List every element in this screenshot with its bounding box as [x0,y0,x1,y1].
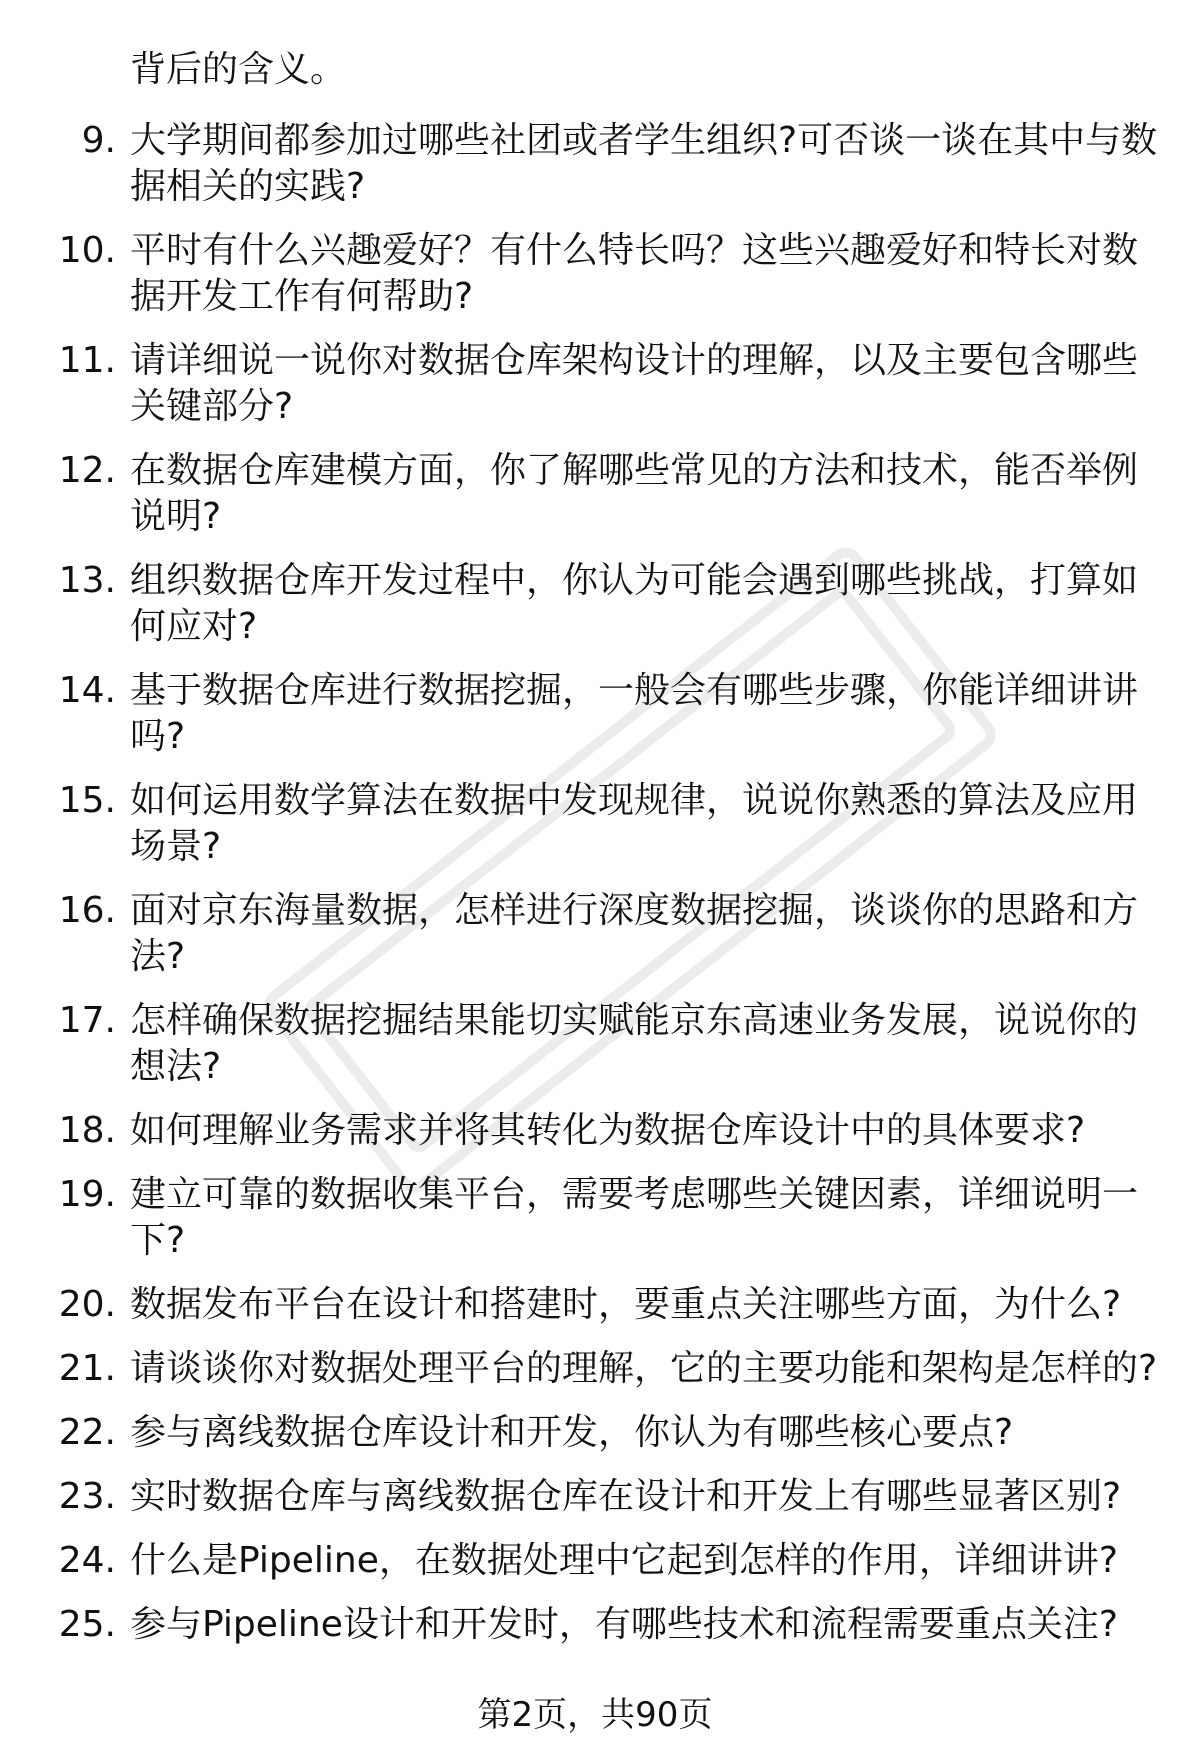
item-number: 20. [58,1284,116,1325]
list-item [0,228,1160,320]
item-text: 在数据仓库建模方面，你了解哪些常见的方法和技术，能否举例说明? [130,450,1139,537]
item-text: 面对京东海量数据，怎样进行深度数据挖掘，谈谈你的思路和方法? [130,890,1139,977]
item-number: 23. [58,1476,116,1517]
item-text: 组织数据仓库开发过程中，你认为可能会遇到哪些挑战，打算如何应对? [130,560,1139,647]
item-text: 请谈谈你对数据处理平台的理解，它的主要功能和架构是怎样的? [130,1348,1158,1389]
item-text: 实时数据仓库与离线数据仓库在设计和开发上有哪些显著区别? [130,1476,1122,1517]
item-text: 如何运用数学算法在数据中发现规律，说说你熟悉的算法及应用场景? [130,780,1139,867]
list-item [0,778,1160,870]
page-footer: 第2页，共90页 [477,1695,713,1735]
question-list [0,118,1190,1666]
list-item [0,558,1160,650]
item-number: 10. [58,230,116,271]
item-number: 21. [58,1348,116,1389]
list-item [0,1346,1160,1392]
item-number: 11. [58,340,116,381]
item-number: 13. [58,560,116,601]
item-number: 24. [58,1540,116,1581]
item-text: 平时有什么兴趣爱好？有什么特长吗？这些兴趣爱好和特长对数据开发工作有何帮助? [130,230,1139,317]
item-number: 16. [58,890,116,931]
continuation-text: 背后的含义。 [130,49,347,90]
list-item [0,1172,1160,1264]
list-item [0,1108,1160,1154]
list-item [0,1474,1160,1520]
list-item [0,1410,1160,1456]
list-item [0,1282,1160,1328]
list-item [0,668,1160,760]
list-item [0,1538,1160,1584]
item-text: 基于数据仓库进行数据挖掘，一般会有哪些步骤，你能详细讲讲吗? [130,670,1139,757]
item-number: 14. [58,670,116,711]
item-text: 什么是Pipeline，在数据处理中它起到怎样的作用，详细讲讲? [130,1540,1118,1581]
item-text: 如何理解业务需求并将其转化为数据仓库设计中的具体要求? [130,1110,1086,1151]
item-number: 25. [58,1604,116,1645]
list-item [0,448,1160,540]
item-text: 参与Pipeline设计和开发时，有哪些技术和流程需要重点关注? [130,1604,1118,1645]
item-text: 大学期间都参加过哪些社团或者学生组织?可否谈一谈在其中与数据相关的实践? [130,120,1158,207]
item-number: 15. [58,780,116,821]
item-text: 请详细说一说你对数据仓库架构设计的理解，以及主要包含哪些关键部分? [130,340,1139,427]
list-item [0,998,1160,1090]
list-item [0,888,1160,980]
list-item [0,338,1160,430]
item-text: 建立可靠的数据收集平台，需要考虑哪些关键因素，详细说明一下? [130,1174,1139,1261]
item-number: 22. [58,1412,116,1453]
item-text: 参与离线数据仓库设计和开发，你认为有哪些核心要点? [130,1412,1014,1453]
list-item [0,118,1160,210]
item-number: 9. [81,120,116,161]
item-text: 怎样确保数据挖掘结果能切实赋能京东高速业务发展，说说你的想法? [130,1000,1139,1087]
item-number: 17. [58,1000,116,1041]
item-number: 18. [58,1110,116,1151]
item-text: 数据发布平台在设计和搭建时，要重点关注哪些方面，为什么? [130,1284,1122,1325]
list-item [0,1602,1160,1648]
item-number: 12. [58,450,116,491]
item-number: 19. [58,1174,116,1215]
